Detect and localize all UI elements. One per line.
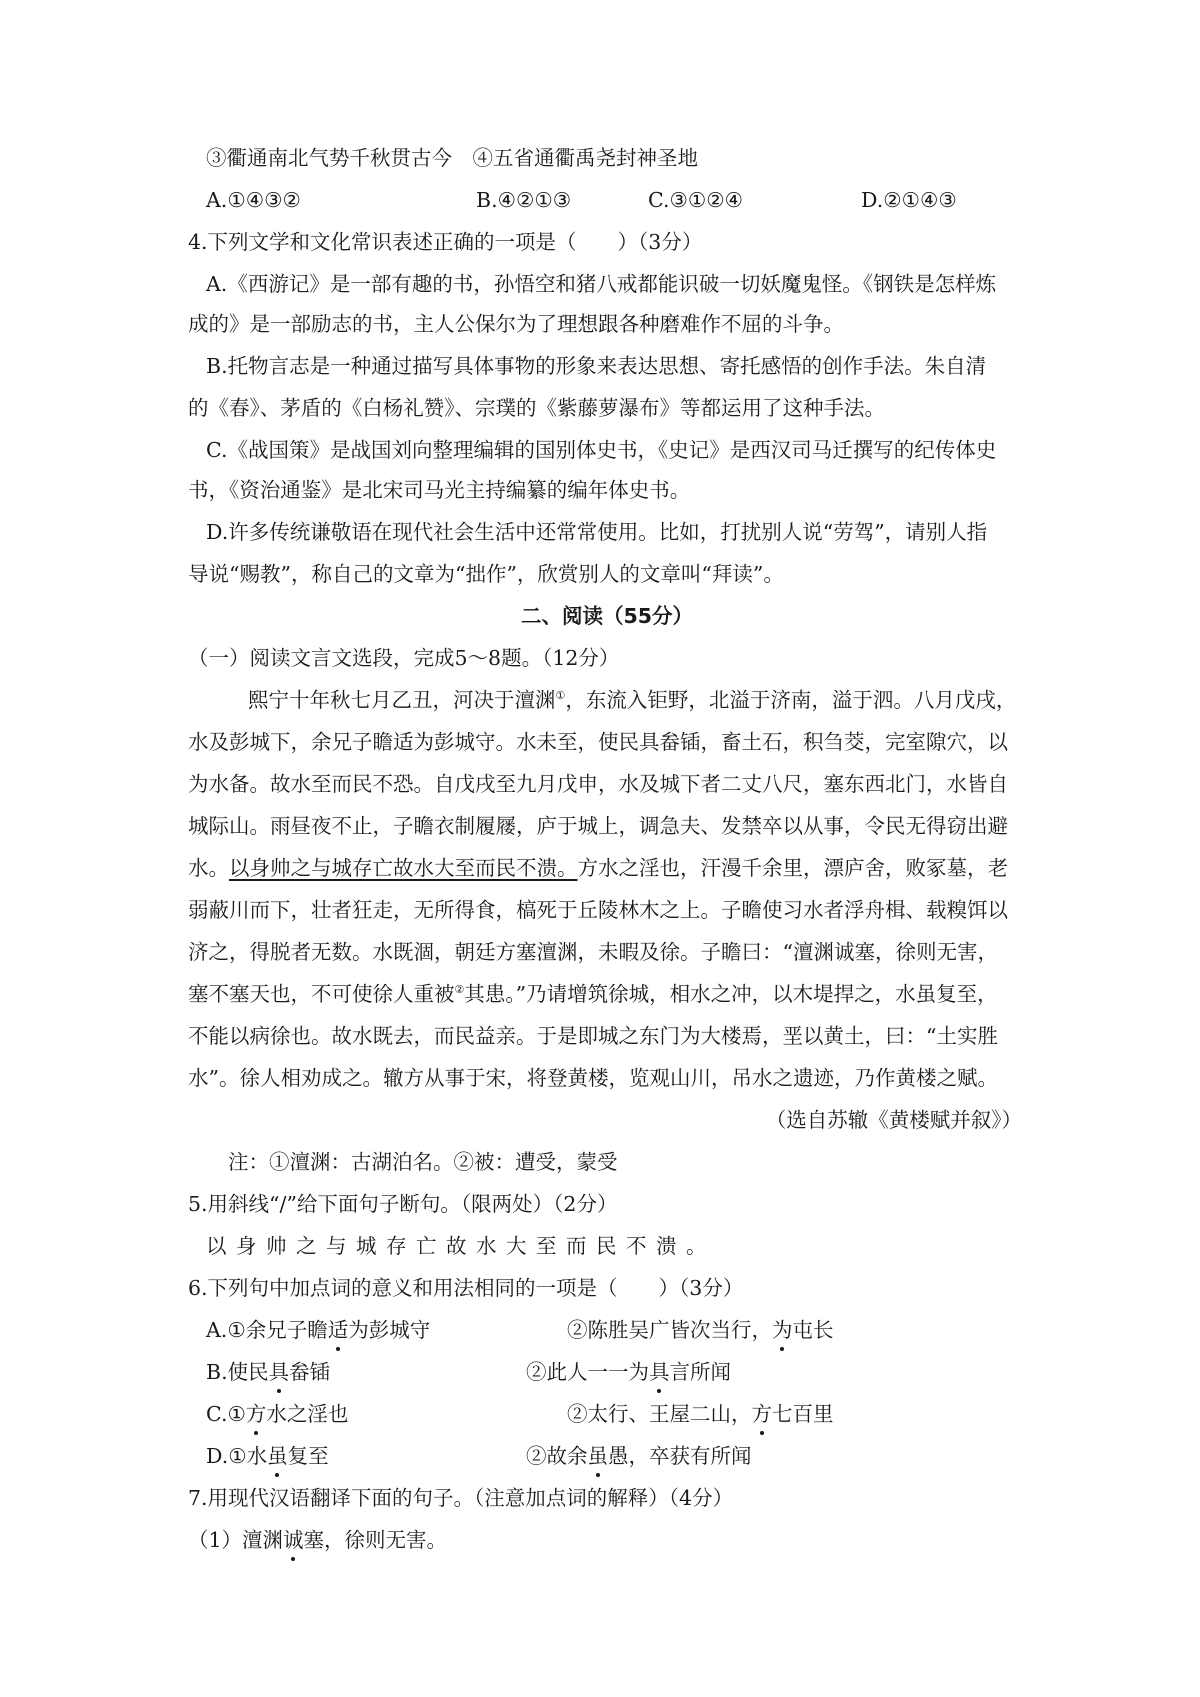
q6-option-d-left: D.①水虽复至 <box>206 1444 329 1468</box>
passage-line-4: 城际山。雨昼夜不止，子瞻衣制履屦，庐于城上，调急夫、发禁卒以从事，令民无得窃出避 <box>188 814 1008 838</box>
q6-option-b-right: ②此人一一为具言所闻 <box>526 1360 731 1384</box>
passage-line-10: 水”。徐人相劝成之。辙方从事于宋，将登黄楼，览观山川，吊水之遗迹，乃作黄楼之赋。 <box>188 1066 998 1090</box>
q6-option-d-right: ②故余虽愚，卒获有所闻 <box>526 1444 752 1468</box>
passage-line-7: 济之，得脱者无数。水既涸，朝廷方塞澶渊，未暇及徐。子瞻曰：“澶渊诚塞，徐则无害， <box>188 940 998 964</box>
dotted-word: 适 <box>327 1318 349 1342</box>
section-heading: 二、阅读（55分） <box>521 604 694 628</box>
q6-option-b-left: B.使民具畚锸 <box>206 1360 331 1384</box>
q4-option-d-line1: D.许多传统谦敬语在现代社会生活中还常常使用。比如，打扰别人说“劳驾”，请别人指 <box>206 520 988 544</box>
passage-line-1: 熙宁十年秋七月乙丑，河决于澶渊①，东流入钜野，北溢于济南，溢于泗。八月戊戌， <box>248 688 1017 712</box>
q3-options-line: ③衢通南北气势千秋贯古今 ④五省通衢禹尧封神圣地 <box>206 146 698 170</box>
passage-line-6: 弱蔽川而下，壮者狂走，无所得食，槁死于丘陵林木之上。子瞻使习水者浮舟楫、载糗饵以 <box>188 898 1008 922</box>
q5-sentence: 以身帅之与城存亡故水大至而民不溃。 <box>206 1234 716 1258</box>
dotted-word: 虽 <box>587 1444 608 1468</box>
q4-option-a-line1: A.《西游记》是一部有趣的书，孙悟空和猪八戒都能识破一切妖魔鬼怪。《钢铁是怎样炼 <box>206 272 997 296</box>
q3-choice-d: D.②①④③ <box>861 188 957 212</box>
passage-source: （选自苏辙《黄楼赋并叙》） <box>765 1108 1022 1132</box>
q3-choice-c: C.③①②④ <box>648 188 743 212</box>
q4-option-d-line2: 导说“赐教”，称自己的文章为“拙作”，欣赏别人的文章叫“拜读”。 <box>188 562 784 586</box>
q6-option-c-left: C.①方水之淫也 <box>206 1402 349 1426</box>
q6-stem: 6.下列句中加点词的意义和用法相同的一项是（ ）（3分） <box>188 1276 744 1300</box>
footnote-mark-1: ① <box>555 689 566 703</box>
q3-choice-b: B.④②①③ <box>476 188 572 212</box>
passage-line-9: 不能以病徐也。故水既去，而民益亲。于是即城之东门为大楼焉，垩以黄土，曰：“土实胜 <box>188 1024 998 1048</box>
passage-line-2: 水及彭城下，余兄子瞻适为彭城守。水未至，使民具畚锸，畜土石，积刍茭，完室隙穴，以 <box>188 730 1008 754</box>
dotted-word: 诚 <box>283 1528 304 1552</box>
passage-line-8: 塞不塞天也，不可使徐人重被②其患。”乃请增筑徐城，相水之冲，以木堤捍之，水虽复至， <box>188 982 998 1006</box>
q4-option-a-line2: 成的》是一部励志的书，主人公保尔为了理想跟各种磨难作不屈的斗争。 <box>188 312 844 336</box>
underlined-sentence: 以身帅之与城存亡故水大至而民不溃。 <box>229 856 578 880</box>
q4-stem: 4.下列文学和文化常识表述正确的一项是（ ）（3分） <box>188 230 703 254</box>
q6-option-a-left: A.①余兄子瞻适为彭城守 <box>206 1318 431 1342</box>
footnote-mark-2: ② <box>454 983 465 997</box>
dotted-word: 方 <box>751 1402 772 1426</box>
q4-option-c-line2: 书，《资治通鉴》是北宋司马光主持编纂的编年体史书。 <box>188 478 691 502</box>
q5-stem: 5.用斜线“/”给下面句子断句。（限两处）（2分） <box>188 1192 618 1216</box>
q6-option-a-right: ②陈胜吴广皆次当行，为屯长 <box>567 1318 834 1342</box>
q4-option-c-line1: C.《战国策》是战国刘向整理编辑的国别体史书，《史记》是西汉司马迁撰写的纪传体史 <box>206 438 997 462</box>
part1-instruction: （一）阅读文言文选段，完成5～8题。（12分） <box>188 646 620 670</box>
passage-line-3: 为水备。故水至而民不恐。自戊戌至九月戊申，水及城下者二丈八尺，塞东西北门，水皆自 <box>188 772 1008 796</box>
q7-stem: 7.用现代汉语翻译下面的句子。（注意加点词的解释）（4分） <box>188 1486 734 1510</box>
q7-sentence-1: （1）澶渊诚塞，徐则无害。 <box>188 1528 448 1552</box>
q3-choice-a: A.①④③② <box>206 188 301 212</box>
dotted-word: 具 <box>649 1360 670 1384</box>
dotted-word: 为 <box>772 1318 793 1342</box>
dotted-word: 具 <box>268 1360 290 1384</box>
dotted-word: 虽 <box>267 1444 288 1468</box>
passage-notes: 注：①澶渊：古湖泊名。②被：遭受，蒙受 <box>228 1150 618 1174</box>
passage-line-5: 水。以身帅之与城存亡故水大至而民不溃。方水之淫也，汗漫千余里，漂庐舍，败冢墓，老 <box>188 856 1008 880</box>
q4-option-b-line1: B.托物言志是一种通过描写具体事物的形象来表达思想、寄托感悟的创作手法。朱自清 <box>206 354 987 378</box>
q4-option-b-line2: 的《春》、茅盾的《白杨礼赞》、宗璞的《紫藤萝瀑布》等都运用了这种手法。 <box>188 396 885 420</box>
q6-option-c-right: ②太行、王屋二山，方七百里 <box>567 1402 834 1426</box>
dotted-word: 方 <box>245 1402 267 1426</box>
